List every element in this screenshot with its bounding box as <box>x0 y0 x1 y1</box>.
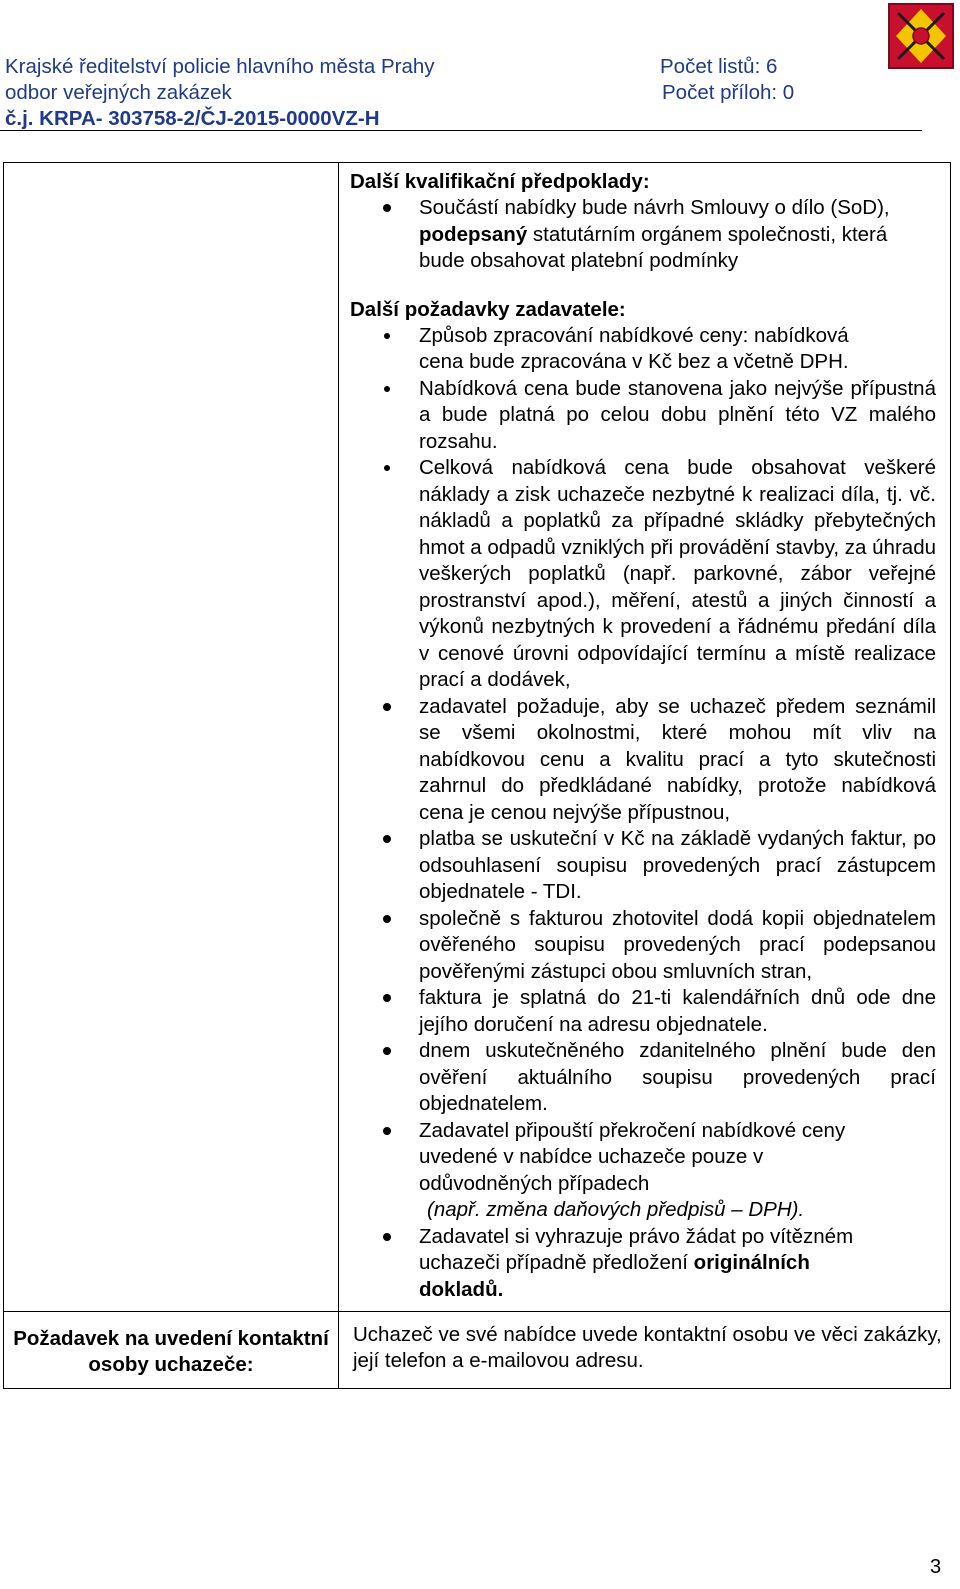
sheet-count: Počet listů: 6 <box>660 55 778 78</box>
police-crest-icon <box>888 3 954 69</box>
list-item: Součástí nabídky bude návrh Smlouvy o dílo (SoD), podepsaný statutárním orgánem společnosti, která bude obsahovat platební podmínky <box>350 195 922 275</box>
requirements-list-a <box>350 323 942 694</box>
table-row <box>4 163 951 1312</box>
list-item: Zadavatel připouští překročení nabídkové ceny uvedené v nabídce uchazeče pouze v odůvodněných případech (např. změna daňových předpisů – DPH). <box>350 1118 936 1224</box>
list-item: Zadavatel si vyhrazuje právo žádat po vítězném uchazeči případně předložení originálních dokladů. <box>350 1224 936 1304</box>
contact-label-cell <box>4 1312 339 1389</box>
list-item: Celková nabídková cena bude obsahovat veškeré náklady a zisk uchazeče nezbytné k realizaci díla, tj. vč. nákladů a poplatků za případné skládky přebytečných hmot a odpadů vzniklých při provádění stavby, za úhradu veškerých poplatků (např. parkovné, zábor veřejné prostranství apod.), měření, atestů a jiných činností a výkonů nezbytných k provedení a řádnému předání díla v cenové úrovni odpovídající termínu a místě realizace prací a dodávek, <box>350 455 936 694</box>
list-item: zadavatel požaduje, aby se uchazeč předem seznámil se všemi okolnostmi, které mohou mít vliv na nabídkovou cenu a kvalitu prací a tyto skutečnosti zahrnul do předkládané nabídky, protože nabídková cena je cenou nejvýše přípustnou, <box>350 694 936 827</box>
reference-number: č.j. KRPA- 303758-2/ČJ-2015-0000VZ-H <box>5 107 380 130</box>
org-name: Krajské ředitelství policie hlavního města Prahy <box>5 55 435 78</box>
requirements-list-b <box>350 694 942 1304</box>
table-row <box>4 1312 951 1389</box>
list-item: faktura je splatná do 21-ti kalendářních dnů ode dne jejího doručení na adresu objednatele. <box>350 985 936 1038</box>
qualification-list <box>350 195 942 275</box>
org-department: odbor veřejných zakázek <box>5 81 232 104</box>
list-item: společně s fakturou zhotovitel dodá kopii objednatelem ověřeného soupisu provedených prací podepsanou pověřenými zástupci obou smluvních stran, <box>350 906 936 986</box>
requirements-table <box>3 162 951 1389</box>
list-item: Nabídková cena bude stanovena jako nejvýše přípustná a bude platná po celou dobu plnění této VZ malého rozsahu. <box>350 376 936 456</box>
page-number: 3 <box>930 1556 942 1578</box>
list-item: Způsob zpracování nabídkové ceny: nabídková cena bude zpracována v Kč bez a včetně DPH. <box>350 323 936 376</box>
attachment-count: Počet příloh: 0 <box>662 81 795 104</box>
list-item: platba se uskuteční v Kč na základě vydaných faktur, po odsouhlasení soupisu provedených prací zástupcem objednatele - TDI. <box>350 826 936 906</box>
header-divider <box>0 130 922 131</box>
contact-text: Uchazeč ve své nabídce uvede kontaktní osobu ve věci zakázky, její telefon a e-mailovou adresu. <box>353 1323 942 1372</box>
list-item: dnem uskutečněného zdanitelného plnění bude den ověření aktuálního soupisu provedených prací objednatelem. <box>350 1038 936 1118</box>
requirements-cell <box>339 163 951 1312</box>
contact-label: Požadavek na uvedení kontaktní osoby uchazeče: <box>13 1327 329 1376</box>
row-label-empty <box>4 163 339 1312</box>
section-title-requirements: Další požadavky zadavatele: <box>350 297 626 321</box>
section-title-qualification: Další kvalifikační předpoklady: <box>350 170 650 193</box>
contact-text-cell <box>339 1312 951 1389</box>
